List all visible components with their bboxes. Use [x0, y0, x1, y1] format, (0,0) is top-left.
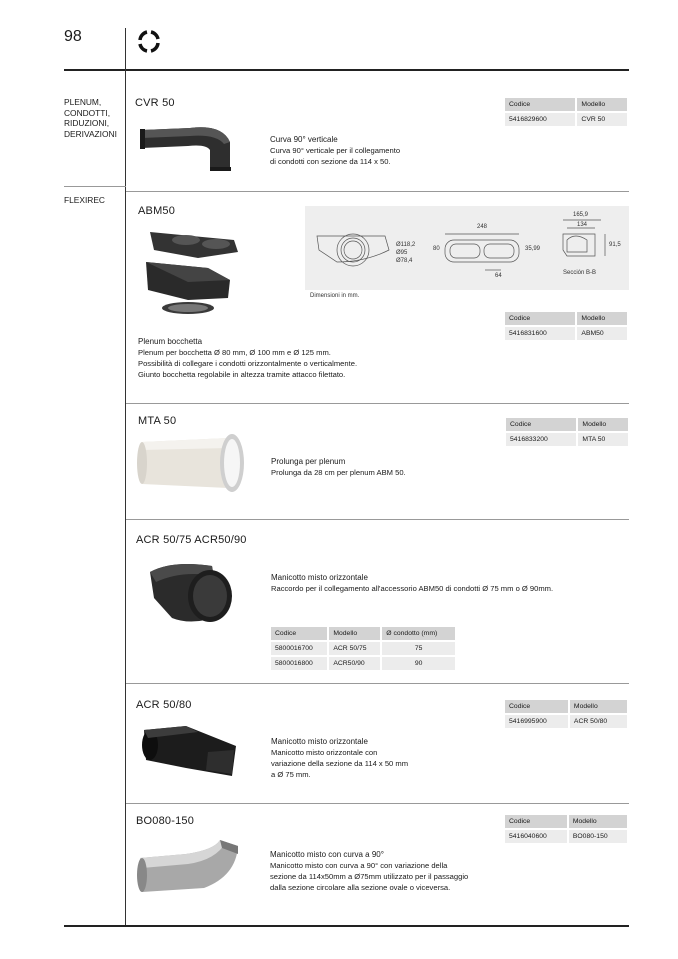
- mta50-description: Prolunga per plenum Prolunga da 28 cm per plenum ABM 50.: [271, 457, 406, 477]
- table-row: 5416829600 CVR 50: [505, 112, 628, 126]
- bo080-description: Manicotto misto con curva a 90° Manicotto misto con curva a 90° con variazione della sezione da 114x50mm a Ø75mm utilizzato per il passaggio dalla sezione circolare alla sezione ovale o viceversa.: [270, 850, 469, 892]
- dim-d2: Ø95: [396, 250, 408, 256]
- section-divider: [126, 519, 629, 520]
- product-title-cvr50: CVR 50: [135, 97, 175, 109]
- section-label: Sección B-B: [563, 270, 597, 276]
- acr5080-spec-table: Codice Modello 5416995900 ACR 50/80: [505, 700, 629, 728]
- abm50-product-image: [138, 224, 242, 324]
- abm50-spec-table: Codice Modello 5416831600 ABM50: [505, 312, 629, 340]
- table-row: 5800016700 ACR 50/75 75: [271, 641, 456, 656]
- mta50-spec-table: Codice Modello 5416833200 MTA 50: [506, 418, 630, 446]
- sidebar-divider: [64, 186, 126, 187]
- dim-64: 64: [495, 273, 502, 279]
- bo080-spec-table: Codice Modello 5416040600 BO080-150: [505, 815, 629, 843]
- table-row: 5800016800 ACR50/90 90: [271, 656, 456, 670]
- sidebar-category-flexirec: FLEXIREC: [64, 195, 105, 205]
- acr5075-description: Manicotto misto orizzontale Raccordo per il collegamento all'accessorio ABM50 di condotti Ø 75 mm o Ø 90mm.: [271, 573, 554, 593]
- acr5075-product-image: [142, 556, 238, 630]
- column-divider: [125, 28, 126, 926]
- product-title-acr5080: ACR 50/80: [136, 699, 192, 711]
- table-row: 5416040600 BO080-150: [505, 829, 628, 843]
- cvr50-product-image: [138, 112, 236, 174]
- table-row: 5416831600 ABM50: [505, 326, 628, 340]
- cvr50-spec-table: Codice Modello 5416829600 CVR 50: [505, 98, 629, 126]
- dim-d1: Ø118,2: [396, 242, 416, 248]
- brand-logo-icon: [134, 28, 164, 56]
- sidebar-category-plenum: PLENUM, CONDOTTI, RIDUZIONI, DERIVAZIONI: [64, 97, 117, 139]
- dim-134: 134: [577, 222, 588, 228]
- product-title-acr5075: ACR 50/75 ACR50/90: [136, 534, 247, 546]
- section-divider: [126, 803, 629, 804]
- table-row: 5416995900 ACR 50/80: [505, 714, 628, 728]
- footer-rule: [64, 925, 629, 927]
- technical-drawing-icon: [305, 206, 629, 290]
- dim-915: 91,5: [609, 242, 621, 248]
- acr5080-product-image: [138, 720, 242, 782]
- dim-3599: 35,99: [525, 246, 541, 252]
- dimension-note: Dimensioni in mm.: [310, 293, 360, 299]
- product-title-abm50: ABM50: [138, 205, 176, 217]
- dim-d3: Ø78,4: [396, 258, 413, 264]
- section-divider: [126, 683, 629, 684]
- abm50-description: Plenum bocchetta Plenum per bocchetta Ø 80 mm, Ø 100 mm e Ø 125 mm. Possibilità di collegare i condotti orizzontalmente o verticalmente. Giunto bocchetta regolabile in altezza tramite attacco filettato.: [138, 337, 358, 379]
- product-title-bo080: BO080-150: [136, 815, 195, 827]
- bo080-product-image: [134, 836, 246, 902]
- dim-80: 80: [433, 246, 440, 252]
- header-rule: [64, 69, 629, 71]
- dim-1659: 165,9: [573, 212, 589, 218]
- mta50-product-image: [136, 432, 248, 494]
- section-divider: [126, 403, 629, 404]
- acr5075-spec-table: Codice Modello Ø condotto (mm) 5800016700 ACR 50/75 75 5800016800 ACR50/90 90: [271, 627, 457, 670]
- product-title-mta50: MTA 50: [138, 415, 177, 427]
- acr5080-description: Manicotto misto orizzontale Manicotto misto orizzontale con variazione della sezione da 114 x 50 mm a Ø 75 mm.: [271, 737, 409, 779]
- page-number: 98: [64, 28, 82, 45]
- section-divider: [126, 191, 629, 192]
- abm50-dimension-drawing: [305, 206, 629, 290]
- table-row: 5416833200 MTA 50: [506, 432, 629, 446]
- cvr50-description: Curva 90° verticale Curva 90° verticale per il collegamento di condotti con sezione da 114 x 50.: [270, 135, 401, 166]
- dim-248: 248: [477, 224, 488, 230]
